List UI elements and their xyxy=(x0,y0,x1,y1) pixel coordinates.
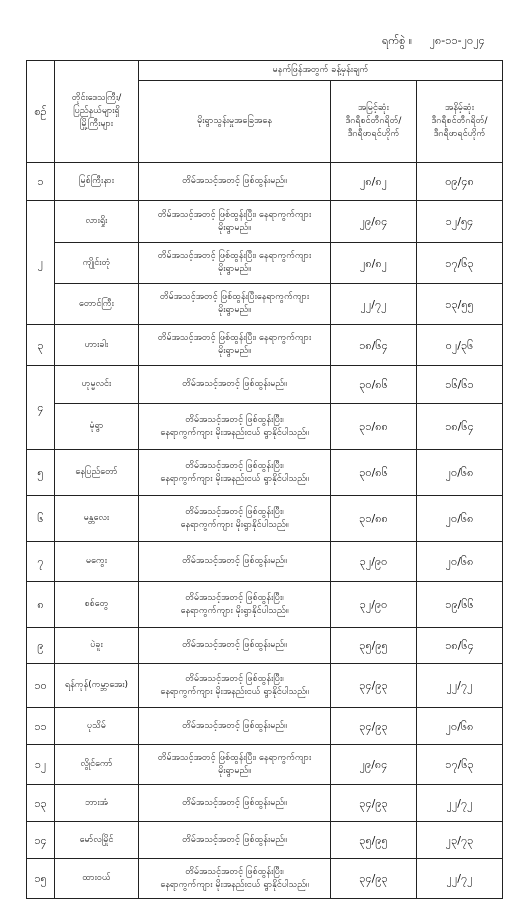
table-row xyxy=(27,496,503,542)
max-temp: ၃၄/၉၃ xyxy=(331,664,417,708)
city-name: ပဲခူး xyxy=(55,628,139,664)
header-min-temp: အနိမ့်ဆုံး ဒီဂရီစင်တီဂရိတ်/ ဒီဂရီဖာရင်ဟိုက် xyxy=(417,81,503,163)
header-forecast-group: မနက်ဖြန်အတွက် ခန့်မှန်းချက် xyxy=(139,61,503,81)
max-temp: ၃၅/၉၅ xyxy=(331,628,417,664)
forecast-text: တိမ်အသင့်အတင့် ဖြစ်ထွန်းပြီး၊ နေရာကွက်ကျား မိုးအနည်းငယ် ရွာနိုင်ပါသည်။ xyxy=(139,859,331,899)
city-name: မန္တလေး xyxy=(55,496,139,542)
city-name: ဟားခါး xyxy=(55,325,139,366)
min-temp: ၁၃/၅၅ xyxy=(417,284,503,325)
max-temp: ၃၂/၉၀ xyxy=(331,582,417,628)
min-temp: ၁၂/၅၄ xyxy=(417,201,503,243)
city-name: မြစ်ကြီးနား xyxy=(55,163,139,201)
min-temp: ၁၇/၆၃ xyxy=(417,745,503,785)
table-row xyxy=(27,628,503,664)
max-temp: ၃၄/၉၃ xyxy=(331,785,417,822)
row-number: ၂ xyxy=(27,201,55,325)
row-number: ၅ xyxy=(27,450,55,496)
forecast-text: တိမ်အသင့်အတင့် ဖြစ်ထွန်းပြီး၊ နေရာကွက်ကျား မိုးအနည်းငယ် ရွာနိုင်ပါသည်။ xyxy=(139,404,331,450)
max-temp: ၃၅/၉၅ xyxy=(331,822,417,859)
row-number: ၁၄ xyxy=(27,822,55,859)
forecast-text: တိမ်အသင့်အတင့် ဖြစ်ထွန်းပြီး၊ နေရာကွက်ကျား မိုးရွာမည်။ xyxy=(139,201,331,243)
table-row xyxy=(27,450,503,496)
header-city: တိုင်းဒေသကြီး/ ပြည်နယ်များရှိ မြို့ကြီးများ xyxy=(55,61,139,163)
header-max-temp: အမြင့်ဆုံး ဒီဂရီစင်တီဂရိတ်/ ဒီဂရီဖာရင်ဟိုက် xyxy=(331,81,417,163)
forecast-text: တိမ်အသင့်အတင့် ဖြစ်ထွန်းမည်။ xyxy=(139,163,331,201)
forecast-text: တိမ်အသင့်အတင့် ဖြစ်ထွန်းပြီး၊ နေရာကွက်ကျား မိုးရွာနိုင်ပါသည်။ xyxy=(139,582,331,628)
row-number: ၁၅ xyxy=(27,859,55,899)
date-value: ၂၈-၁၁-၂၀၂၄ xyxy=(429,34,485,47)
table-row xyxy=(27,325,503,366)
forecast-text: တိမ်အသင့်အတင့် ဖြစ်ထွန်းပြီး၊ နေရာကွက်ကျား မိုးရွာမည်။ xyxy=(139,325,331,366)
city-name: ရန်ကုန်(ကမ္ဘာအေး) xyxy=(55,664,139,708)
forecast-text: တိမ်အသင့်အတင့် ဖြစ်ထွန်းမည်။ xyxy=(139,542,331,582)
table-row xyxy=(27,859,503,899)
min-temp: ၀၉/၄၈ xyxy=(417,163,503,201)
min-temp: ၀၂/၃၆ xyxy=(417,325,503,366)
header-no: စဉ် xyxy=(27,61,55,163)
city-name: လားရှိုး xyxy=(55,201,139,243)
row-number: ၇ xyxy=(27,542,55,582)
max-temp: ၃၄/၉၃ xyxy=(331,708,417,745)
date-label: ရက်စွဲ ။ xyxy=(382,34,413,47)
min-temp: ၂၀/၆၈ xyxy=(417,542,503,582)
row-number: ၁၁ xyxy=(27,708,55,745)
table-row xyxy=(27,366,503,404)
forecast-text: တိမ်အသင့်အတင့် ဖြစ်ထွန်းမည်။ xyxy=(139,628,331,664)
row-number: ၁၂ xyxy=(27,745,55,785)
row-number: ၈ xyxy=(27,582,55,628)
min-temp: ၁၉/၆၆ xyxy=(417,582,503,628)
table-row xyxy=(27,201,503,243)
min-temp: ၂၀/၆၈ xyxy=(417,450,503,496)
min-temp: ၁၈/၆၄ xyxy=(417,404,503,450)
min-temp: ၁၈/၆၄ xyxy=(417,628,503,664)
city-name: မုံရွာ xyxy=(55,404,139,450)
forecast-text: တိမ်အသင့်အတင့် ဖြစ်ထွန်းမည်။ xyxy=(139,822,331,859)
max-temp: ၃၂/၉၀ xyxy=(331,542,417,582)
table-row xyxy=(27,582,503,628)
table-row xyxy=(27,785,503,822)
max-temp: ၂၂/၇၂ xyxy=(331,284,417,325)
city-name: ထားဝယ် xyxy=(55,859,139,899)
table-row xyxy=(27,745,503,785)
table-row xyxy=(27,542,503,582)
city-name: ဘားအံ xyxy=(55,785,139,822)
city-name: မကွေး xyxy=(55,542,139,582)
row-number: ၃ xyxy=(27,325,55,366)
min-temp: ၂၂/၇၂ xyxy=(417,859,503,899)
forecast-text: တိမ်အသင့်အတင့် ဖြစ်ထွန်းမည်။ xyxy=(139,366,331,404)
min-temp: ၂၀/၆၈ xyxy=(417,496,503,542)
max-temp: ၃၁/၈၈ xyxy=(331,496,417,542)
max-temp: ၃၀/၈၆ xyxy=(331,450,417,496)
table-row xyxy=(27,664,503,708)
row-number: ၁၀ xyxy=(27,664,55,708)
date-line xyxy=(382,34,485,50)
row-number: ၄ xyxy=(27,366,55,450)
row-number: ၆ xyxy=(27,496,55,542)
max-temp: ၁၈/၆၄ xyxy=(331,325,417,366)
city-name: လွိုင်ကော် xyxy=(55,745,139,785)
city-name: ပုသိမ် xyxy=(55,708,139,745)
min-temp: ၁၇/၆၃ xyxy=(417,243,503,284)
min-temp: ၂၂/၇၂ xyxy=(417,664,503,708)
table-row xyxy=(27,163,503,201)
table-row xyxy=(27,284,503,325)
row-number: ၉ xyxy=(27,628,55,664)
min-temp: ၂၀/၆၈ xyxy=(417,708,503,745)
forecast-text: တိမ်အသင့်အတင့် ဖြစ်ထွန်းမည်။ xyxy=(139,785,331,822)
city-name: စစ်တွေ xyxy=(55,582,139,628)
forecast-text: တိမ်အသင့်အတင့် ဖြစ်ထွန်းပြီး၊ နေရာကွက်ကျား မိုးရွာနိုင်ပါသည်။ xyxy=(139,496,331,542)
max-temp: ၂၈/၈၂ xyxy=(331,243,417,284)
min-temp: ၂၂/၇၂ xyxy=(417,785,503,822)
table-row xyxy=(27,708,503,745)
max-temp: ၂၉/၈၄ xyxy=(331,201,417,243)
min-temp: ၁၆/၆၁ xyxy=(417,366,503,404)
forecast-text: တိမ်အသင့်အတင့် ဖြစ်ထွန်းပြီး၊ နေရာကွက်ကျား မိုးအနည်းငယ် ရွာနိုင်ပါသည်။ xyxy=(139,664,331,708)
table-row xyxy=(27,404,503,450)
forecast-table xyxy=(26,60,503,899)
city-name: ဟုမ္မလင်း xyxy=(55,366,139,404)
max-temp: ၃၀/၈၆ xyxy=(331,366,417,404)
max-temp: ၂၈/၈၂ xyxy=(331,163,417,201)
row-number: ၁၃ xyxy=(27,785,55,822)
max-temp: ၃၁/၈၈ xyxy=(331,404,417,450)
city-name: ကျိုင်းတုံ xyxy=(55,243,139,284)
city-name: မော်လမြိုင် xyxy=(55,822,139,859)
min-temp: ၂၃/၇၃ xyxy=(417,822,503,859)
table-row xyxy=(27,243,503,284)
max-temp: ၂၉/၈၄ xyxy=(331,745,417,785)
forecast-text: တိမ်အသင့်အတင့် ဖြစ်ထွန်းပြီး၊ နေရာကွက်ကျား မိုးရွာမည်။ xyxy=(139,243,331,284)
forecast-text: တိမ်အသင့်အတင့် ဖြစ်ထွန်းပြီး၊ နေရာကွက်ကျား မိုးရွာမည်။ xyxy=(139,745,331,785)
forecast-text: တိမ်အသင့်အတင့် ဖြစ်ထွန်းပြီးနေရာကွက်ကျား မိုးရွာမည်။ xyxy=(139,284,331,325)
max-temp: ၃၄/၉၃ xyxy=(331,859,417,899)
row-number: ၁ xyxy=(27,163,55,201)
forecast-text: တိမ်အသင့်အတင့် ဖြစ်ထွန်းပြီး၊ နေရာကွက်ကျား မိုးအနည်းငယ် ရွာနိုင်ပါသည်။ xyxy=(139,450,331,496)
city-name: တောင်ကြီး xyxy=(55,284,139,325)
forecast-text: တိမ်အသင့်အတင့် ဖြစ်ထွန်းမည်။ xyxy=(139,708,331,745)
header-rain: မိုးရွာသွန်းမှုအခြေအနေ xyxy=(139,81,331,163)
table-row xyxy=(27,822,503,859)
city-name: နေပြည်တော် xyxy=(55,450,139,496)
